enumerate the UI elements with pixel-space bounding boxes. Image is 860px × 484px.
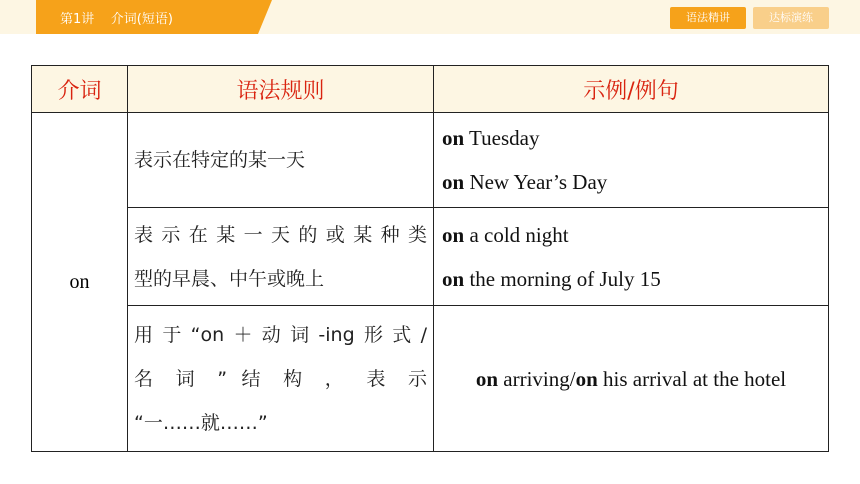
rule-line: 名 词 ” 结 构 ， 表 示 <box>134 367 427 390</box>
rule-cell <box>128 208 434 306</box>
column-header-rule: 语法规则 <box>128 66 434 113</box>
rule-cell <box>128 306 434 452</box>
lesson-title: 第1讲 介词(短语) <box>60 12 173 27</box>
example-line: on the morning of July 15 <box>442 266 661 291</box>
rule-line: “一……就……” <box>134 411 268 434</box>
preposition-cell: on <box>32 113 128 452</box>
tab-practice[interactable]: 达标演练 <box>753 7 829 29</box>
example-line: on New Year’s Day <box>442 170 608 194</box>
table-header-row <box>32 66 829 113</box>
table-row <box>32 306 829 452</box>
example-cell <box>434 306 829 452</box>
table-row <box>32 113 829 208</box>
example-cell <box>434 208 829 306</box>
example-line: on a cold night <box>442 222 569 247</box>
rule-line: 用于“on＋动词-ing形式/ <box>134 323 427 346</box>
grammar-table <box>31 65 829 452</box>
rule-cell: 表示在特定的某一天 <box>128 113 434 208</box>
column-header-example: 示例/例句 <box>434 66 829 113</box>
example-line: on arriving/on his arrival at the hotel <box>475 366 787 391</box>
rule-line: 型的早晨、中午或晚上 <box>134 267 325 290</box>
example-cell <box>434 113 829 208</box>
column-header-preposition: 介词 <box>32 66 128 113</box>
tab-grammar[interactable]: 语法精讲 <box>670 7 746 29</box>
example-line: on Tuesday <box>442 126 540 150</box>
rule-line: 表示在某一天的或某种类 <box>134 223 427 246</box>
table-row <box>32 208 829 306</box>
